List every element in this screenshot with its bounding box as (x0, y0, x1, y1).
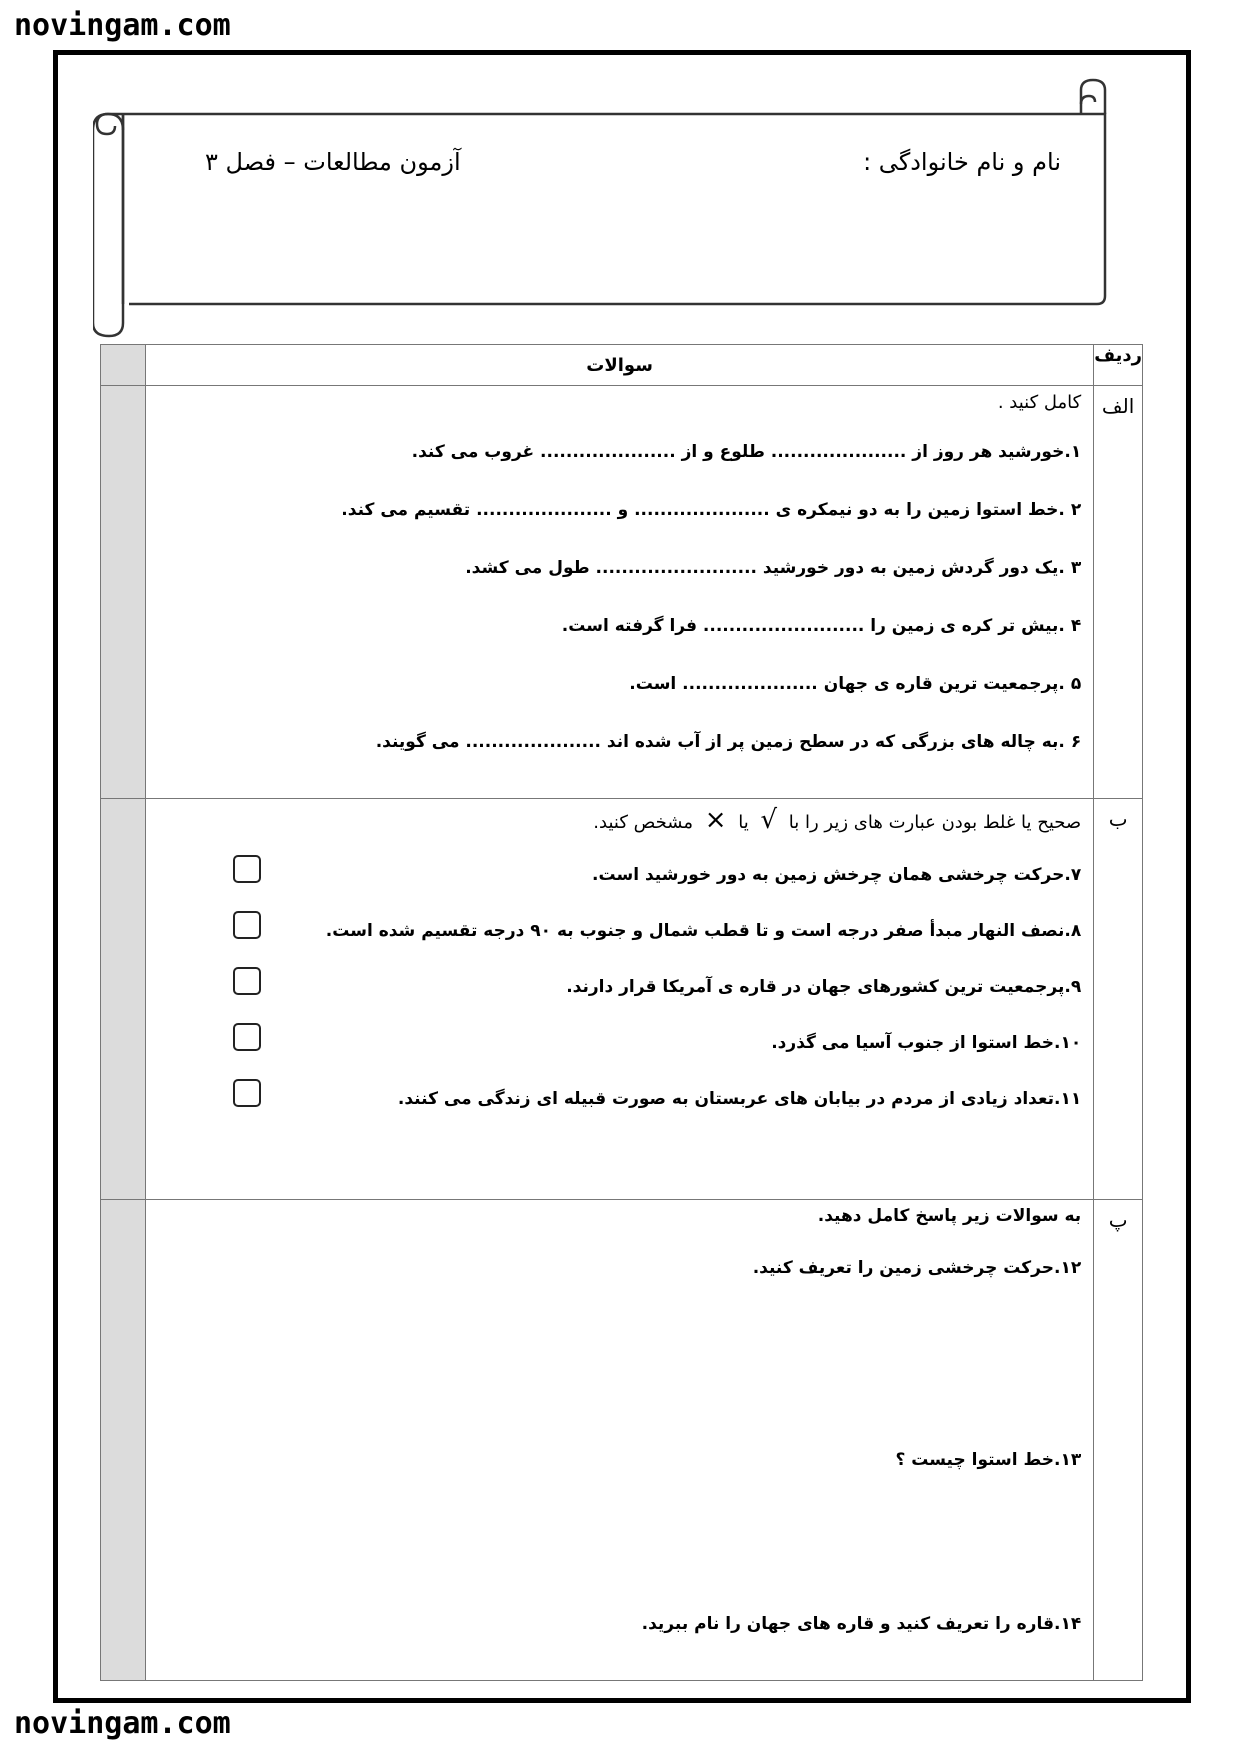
question-8: ۸.نصف النهار مبدأ صفر درجه است و تا قطب شمال و جنوب به ۹۰ درجه تقسیم شده است. (325, 921, 1082, 941)
section-b-instruction (593, 805, 1081, 835)
cross-mark-icon: × (704, 805, 727, 835)
instruction-text-2: مشخص کنید. (593, 812, 693, 833)
header-score-column (101, 345, 146, 386)
section-c-content (146, 1200, 1094, 1681)
question-12: ۱۲.حرکت چرخشی زمین را تعریف کنید. (752, 1258, 1082, 1278)
instruction-or: یا (738, 812, 749, 833)
check-mark-icon: √ (760, 805, 778, 835)
questions-table (100, 344, 1143, 1681)
exam-title: آزمون مطالعات – فصل ۳ (205, 148, 461, 176)
watermark-top: novingam.com (14, 8, 231, 43)
answer-checkbox-7[interactable] (233, 855, 261, 883)
student-name-label: نام و نام خانوادگی : (863, 148, 1061, 176)
question-10: ۱۰.خط استوا از جنوب آسیا می گذرد. (771, 1033, 1082, 1053)
answer-checkbox-9[interactable] (233, 967, 261, 995)
header-row-column: ردیف (1094, 345, 1143, 386)
answer-checkbox-11[interactable] (233, 1079, 261, 1107)
section-b-score-cell (101, 799, 146, 1200)
question-9: ۹.پرجمعیت ترین کشورهای جهان در قاره ی آمریکا قرار دارند. (566, 977, 1082, 997)
question-5: ۵ .پرجمعیت ترین قاره ی جهان ..................... است. (629, 674, 1082, 694)
section-a-row (101, 386, 1143, 799)
question-1: ۱.خورشید هر روز از ..................... طلوع و از ..................... غروب می کند. (411, 442, 1082, 462)
section-c-instruction: به سوالات زیر پاسخ کامل دهید. (817, 1206, 1082, 1226)
question-13: ۱۳.خط استوا چیست ؟ (895, 1450, 1082, 1470)
section-a-label: الف (1094, 386, 1143, 799)
question-3: ۳ .یک دور گردش زمین به دور خورشید ......................... طول می کشد. (465, 558, 1082, 578)
answer-checkbox-10[interactable] (233, 1023, 261, 1051)
question-11: ۱۱.تعداد زیادی از مردم در بیابان های عربستان به صورت قبیله ای زندگی می کنند. (397, 1089, 1082, 1109)
section-c-score-cell (101, 1200, 146, 1681)
section-a-instruction: کامل کنید . (997, 392, 1082, 413)
section-a-score-cell (101, 386, 146, 799)
answer-checkbox-8[interactable] (233, 911, 261, 939)
section-c-label: پ (1094, 1200, 1143, 1681)
header-questions-column: سوالات (146, 345, 1094, 386)
instruction-text-1: صحیح یا غلط بودن عبارت های زیر را با (788, 812, 1082, 833)
section-b-label: ب (1094, 799, 1143, 1200)
question-6: ۶ .به چاله های بزرگی که در سطح زمین پر از آب شده اند ..................... می گویند. (375, 732, 1082, 752)
question-2: ۲ .خط استوا زمین را به دو نیمکره ی ..................... و ..................... تقسیم می کند. (341, 500, 1082, 520)
section-c-row (101, 1200, 1143, 1681)
table-header-row (101, 345, 1143, 386)
section-b-row (101, 799, 1143, 1200)
section-b-content (146, 799, 1094, 1200)
question-14: ۱۴.قاره را تعریف کنید و قاره های جهان را نام ببرید. (641, 1614, 1082, 1634)
question-7: ۷.حرکت چرخشی همان چرخش زمین به دور خورشید است. (592, 865, 1082, 885)
question-4: ۴ .بیش تر کره ی زمین را ......................... فرا گرفته است. (561, 616, 1082, 636)
watermark-bottom: novingam.com (14, 1706, 231, 1741)
header-scroll-banner (93, 78, 1153, 338)
section-a-content (146, 386, 1094, 799)
